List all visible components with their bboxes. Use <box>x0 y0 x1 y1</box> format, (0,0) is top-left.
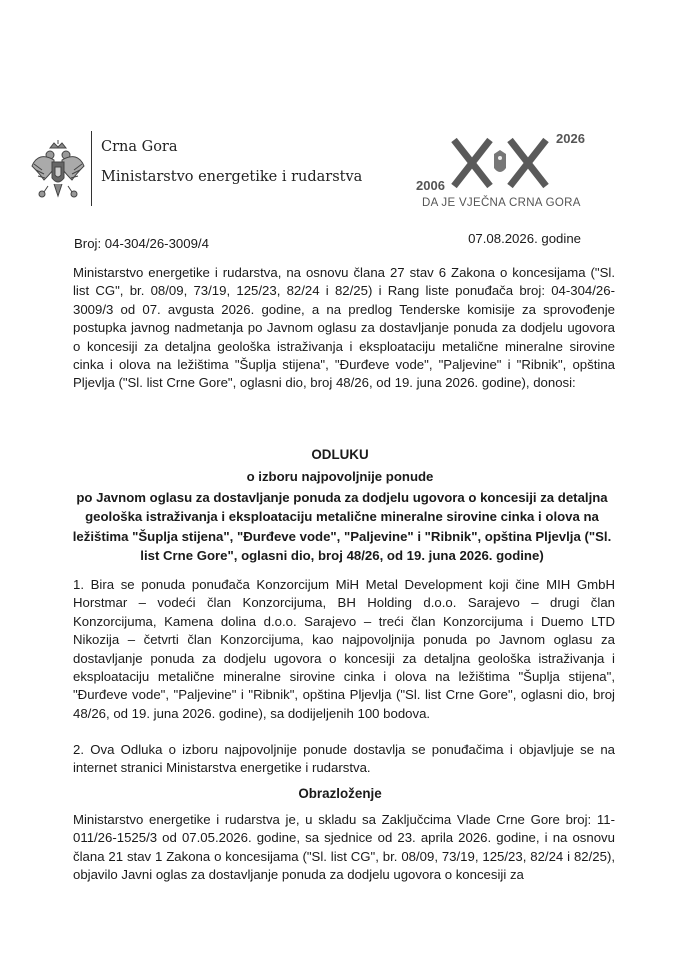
decision-title: ODLUKU <box>311 447 369 462</box>
document-date: 07.08.2026. godine <box>468 231 581 246</box>
decision-subtitle: o izboru najpovoljnije ponude <box>246 469 434 484</box>
country-name: Crna Gora <box>101 139 178 155</box>
coat-of-arms-icon <box>30 140 86 204</box>
decision-subject: po Javnom oglasu za dostavljanje ponuda za dodjelu ugovora o koncesiji za detaljna geološka istraživanja i eksploataciju metalične mineralne sirovine cinka i olova na ležištima "Šuplja stijena", "Đurđeve vode", "Paljevine" i "Ribnik", opština Pljevlja ("Sl. list Crne Gore", oglasni dio, broj 48/26, od 19. juna 2026. godine) <box>72 490 612 564</box>
jubilee-logo <box>386 128 606 210</box>
jubilee-slogan: DA JE VJEČNA CRNA GORA <box>422 197 581 209</box>
decision-item-2: 2. Ova Odluka o izboru najpovoljnije ponude dostavlja se ponuđačima i objavljuje se na internet stranici Ministarstva energetike i rudarstva. <box>73 742 615 776</box>
rationale-heading: Obrazloženje <box>298 786 382 801</box>
reference-number: Broj: 04-304/26-3009/4 <box>74 236 209 251</box>
preamble-paragraph: Ministarstvo energetike i rudarstva, na osnovu člana 27 stav 6 Zakona o koncesijama ("Sl. list CG", br. 08/09, 73/19, 125/23, 82/24 i 82/25) i Rang liste ponuđača broj: 04-304/26-3009/3 od 07. avgusta 2026. godine, a na predlog Tenderske komisije za sprovođenje postupka javnog nadmetanja po Javnom oglasu za dostavljanje ponuda za dodjelu ugovora o koncesiji za detaljna geološka istraživanja i eksploataciju metalične mineralne sirovine cinka i olova na ležištima "Šuplja stijena", "Đurđeve vode", "Paljevine" i "Ribnik", opština Pljevlja ("Sl. list Crne Gore", oglasni dio, broj 48/26, od 19. juna 2026. godine), donosi: <box>73 265 615 391</box>
rationale-paragraph: Ministarstvo energetike i rudarstva je, u skladu sa Zaključcima Vlade Crne Gore broj: 11-011/26-1525/3 od 07.05.2026. godine, sa sjednice od 23. aprila 2026. godine, i na osnovu člana 21 stav 1 Zakona o koncesijama ("Sl. list CG", br. 08/09, 73/19, 125/23, 82/24 i 82/25), objavilo Javni oglas za dostavljanje ponuda za dodjelu ugovora o koncesiji za <box>73 812 615 883</box>
ministry-header <box>101 138 362 186</box>
jubilee-year-start: 2006 <box>416 178 445 193</box>
jubilee-year-end: 2026 <box>556 131 585 146</box>
ministry-name: Ministarstvo energetike i rudarstva <box>101 169 363 185</box>
header-divider <box>91 131 92 206</box>
decision-item-1: 1. Bira se ponuda ponuđača Konzorcijum MiH Metal Development koji čine MIH GmbH Horstmar – vodeći član Konzorcijuma, BH Holding d.o.o. Sarajevo – drugi član Konzorcijuma, Kamena dolina d.o.o. Sarajevo – treći član Konzorcijuma i Duemo LTD Nikozija – četvrti član Konzorcijuma, kao najpovoljnija ponuda po Javnom oglasu za dostavljanje ponuda za dodjelu ugovora o koncesiji za detaljna geološka istraživanja i eksploataciju metalične mineralne sirovine cinka i olova na ležištima "Šuplja stijena", "Đurđeve vode", "Paljevine" i "Ribnik", opština Pljevlja ("Sl. list Crne Gore", oglasni dio, broj 48/26, od 19. juna 2026. godine), sa dodijeljenih 100 bodova. <box>73 577 615 721</box>
